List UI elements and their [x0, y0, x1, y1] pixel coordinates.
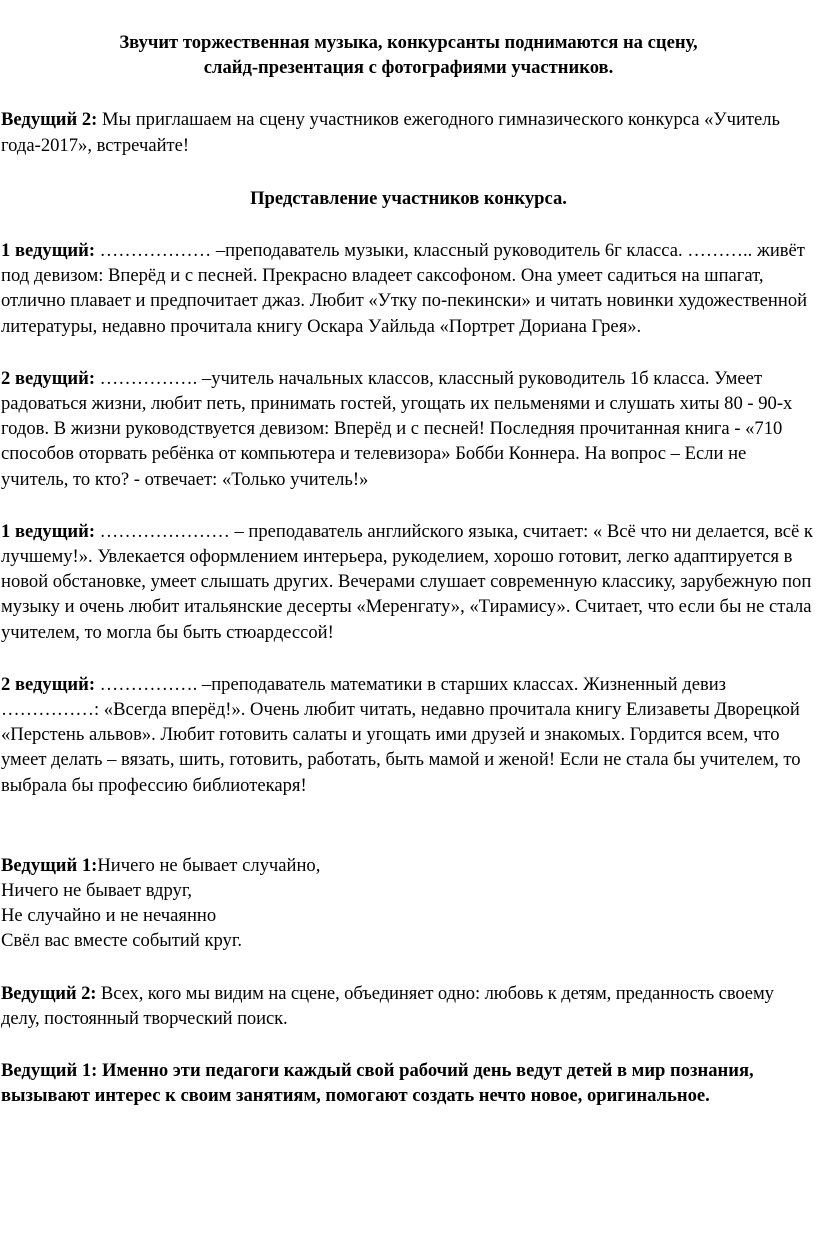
- paragraph-text: ……………. –преподаватель математики в старших классах. Жизненный девиз ……………: «Всегда вперёд!». Очень любит читать, недавно прочитала книгу Елизаветы Дворецкой «Перстень альвов». Любит готовить салаты и угощать ими друзей и знакомых. Гордится всем, что умеет делать – вязать, шить, готовить, работать, быть мамой и женой! Если не стала бы учителем, то выбрала бы профессию библиотекаря!: [1, 673, 801, 796]
- stage-direction-line-1: Звучит торжественная музыка, конкурсанты поднимаются на сцену,: [119, 32, 698, 53]
- host-paragraph-3: [1, 366, 816, 492]
- speaker-label: Ведущий 1:: [1, 1060, 98, 1082]
- host-paragraph-4: [1, 519, 816, 645]
- speaker-label: 2 ведущий:: [1, 367, 96, 389]
- host-paragraph-2: [1, 238, 816, 339]
- stage-direction: [1, 30, 816, 80]
- paragraph-text: Мы приглашаем на сцену участников ежегодного гимназического конкурса «Учитель года-2017», встречайте!: [1, 109, 781, 156]
- speaker-label: Ведущий 2:: [1, 982, 97, 1004]
- host-paragraph-6: [1, 981, 816, 1031]
- poem-line-3: Не случайно и не нечаянно: [1, 905, 217, 927]
- paragraph-text: ………………… – преподаватель английского языка, считает: « Всё что ни делается, всё к лучшему!». Увлекается оформлением интерьера, рукоделием, хорошо готовит, легко адаптируется в новой обстановке, умеет слышать других. Вечерами слушает современную классику, зарубежную поп музыку и очень любит итальянские десерты «Меренгату», «Тирамису». Считает, что если бы не стала учителем, то могла бы быть стюардессой!: [1, 520, 813, 643]
- stage-direction-line-2: слайд-презентация с фотографиями участников.: [203, 57, 614, 79]
- poem-line-1: Ничего не бывает случайно,: [97, 854, 321, 876]
- section-title: Представление участников конкурса.: [250, 187, 567, 209]
- speaker-label: 2 ведущий:: [1, 673, 96, 695]
- host-paragraph-7: [1, 1058, 816, 1108]
- poem-line-4: Свёл вас вместе событий круг.: [1, 930, 243, 952]
- host-paragraph-1: [1, 107, 816, 157]
- poem-line-2: Ничего не бывает вдруг,: [1, 880, 193, 902]
- paragraph-text: Всех, кого мы видим на сцене, объединяет одно: любовь к детям, преданность своему делу, постоянный творческий поиск.: [1, 982, 774, 1029]
- document-body: [1, 30, 816, 1109]
- paragraph-text: Именно эти педагоги каждый свой рабочий день ведут детей в мир познания, вызывают интерес к своим занятиям, помогают создать нечто новое, оригинальное.: [1, 1060, 754, 1107]
- host-paragraph-5: [1, 672, 816, 798]
- paragraph-text: ……………. –учитель начальных классов, классный руководитель 1б класса. Умеет радоваться жизни, любит петь, принимать гостей, угощать их пельменями и слушать хиты 80 - 90-х годов. В жизни руководствуется девизом: Вперёд и с песней! Последняя прочитанная книга - «710 способов оторвать ребёнка от компьютера и телевизора» Бобби Коннера. На вопрос – Если не учитель, то кто? - отвечает: «Только учитель!»: [1, 367, 793, 490]
- speaker-label: 1 ведущий:: [1, 520, 96, 542]
- speaker-label: 1 ведущий:: [1, 240, 96, 262]
- speaker-label: Ведущий 2:: [1, 109, 98, 131]
- poem-block: [1, 853, 816, 954]
- paragraph-text: ……………… –преподаватель музыки, классный руководитель 6г класса. ……….. живёт под девизом: Вперёд и с песней. Прекрасно владеет саксофоном. Она умеет садиться на шпагат, отлично плавает и предпочитает джаз. Любит «Утку по-пекински» и читать новинки художественной литературы, недавно прочитала книгу Оскара Уайльда «Портрет Дориана Грея».: [1, 240, 808, 337]
- speaker-label: Ведущий 1:: [1, 854, 98, 876]
